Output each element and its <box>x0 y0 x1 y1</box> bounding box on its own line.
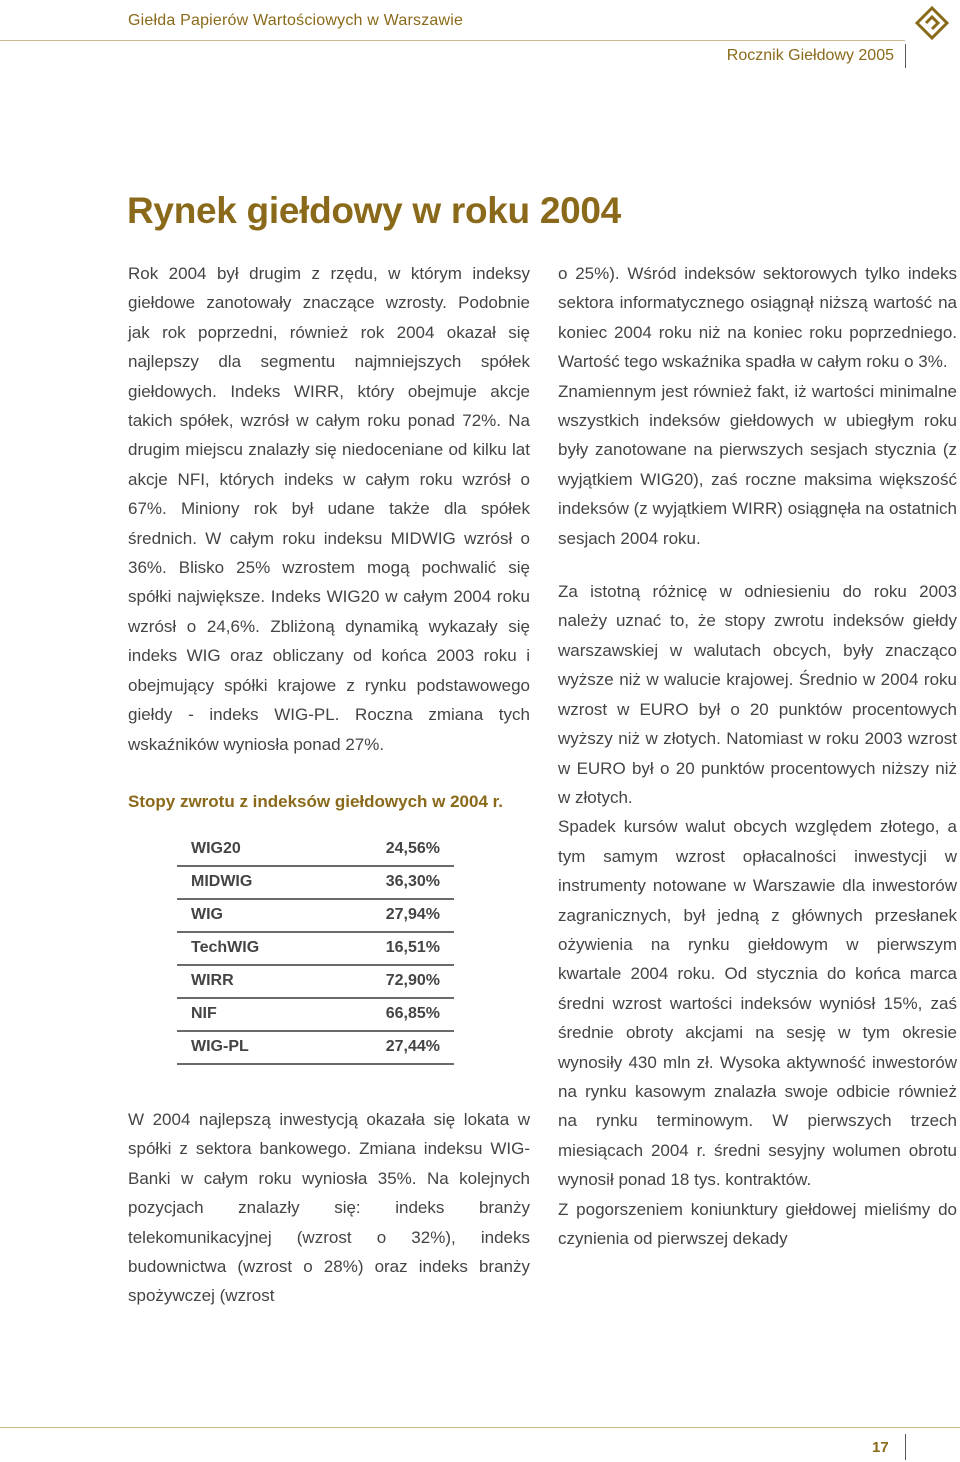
header-vertical-bar <box>905 44 906 68</box>
index-name: NIF <box>191 1004 217 1022</box>
right-paragraph-5: Z pogorszeniem koniunktury giełdowej mieliśmy do czynienia od pierwszej dekady <box>558 1199 957 1248</box>
left-column <box>128 259 530 1311</box>
index-return: 72,90% <box>385 971 440 989</box>
index-name: WIG <box>191 905 223 923</box>
table-row <box>177 1032 454 1065</box>
page-title: Rynek giełdowy w roku 2004 <box>127 190 621 231</box>
index-return: 66,85% <box>385 1004 440 1022</box>
right-column <box>558 259 957 1253</box>
right-paragraph-4: Spadek kursów walut obcych względem złotego, a tym samym wzrost opłacalności inwestycji w instrumenty notowane w Warszawie dla inwestorów zagranicznych, był jedną z głównych przesłanek ożywienia na rynku giełdowym w pierwszym kwartale 2004 roku. Od stycznia do końca marca średni wzrost wartości indeksów wyniósł 15%, zaś średnie obroty akcjami na sesję w tym okresie wynosiły 430 mln zł. Wysoka aktywność inwestorów na rynku kasowym znalazła swoje odbicie również na rynku terminowym. W pierwszych trzech miesiącach 2004 r. średni sesyjny wolumen obrotu wynosił ponad 18 tys. kontraktów. <box>558 817 957 1190</box>
table-row <box>177 933 454 966</box>
index-name: WIG-PL <box>191 1037 249 1055</box>
footer-divider <box>0 1427 960 1428</box>
index-name: WIG20 <box>191 839 241 857</box>
table-row <box>177 999 454 1032</box>
index-name: MIDWIG <box>191 872 253 890</box>
table-row <box>177 900 454 933</box>
left-paragraph-2: W 2004 najlepszą inwestycją okazała się lokata w spółki z sektora bankowego. Zmiana indeksu WIG-Banki w całym roku wyniosła 35%. Na kolejnych pozycjach znalazły się: indeks branży telekomunikacyjnej (wzrost o 32%), indeks budownictwa (wzrost o 28%) oraz indeks branży spożywczej (wzrost <box>128 1109 530 1306</box>
header-divider <box>0 40 905 41</box>
index-return: 27,44% <box>385 1037 440 1055</box>
index-returns-table <box>177 834 454 1065</box>
right-paragraph-1: o 25%). Wśród indeksów sektorowych tylko indeks sektora informatycznego osiągnął niższą wartość na koniec 2004 roku niż na koniec roku poprzedniego. Wartość tego wskaźnika spadła w całym roku o 3%. <box>558 264 957 372</box>
table-subheading: Stopy zwrotu z indeksów giełdowych w 2004 r. <box>128 791 504 811</box>
index-name: TechWIG <box>191 938 260 956</box>
header-organization: Giełda Papierów Wartościowych w Warszawie <box>128 12 464 29</box>
page-number: 17 <box>872 1439 889 1456</box>
table-row <box>177 867 454 900</box>
table-row <box>177 834 454 867</box>
gpw-logo-icon <box>914 6 950 40</box>
index-return: 24,56% <box>385 839 440 857</box>
header-publication: Rocznik Giełdowy 2005 <box>726 47 894 64</box>
right-paragraph-3: Za istotną różnicę w odniesieniu do roku 2003 należy uznać to, że stopy zwrotu indeksów giełdy warszawskiej w walutach obcych, były znacząco wyższe niż w walucie krajowej. Średnio w 2004 roku wzrost w EURO był o 20 punktów procentowych wyższy niż w złotych. Natomiast w roku 2003 wzrost w EURO był o 20 punktów procentowych niższy niż w złotych. <box>558 582 957 807</box>
right-paragraph-2: Znamiennym jest również fakt, iż wartości minimalne wszystkich indeksów giełdowych w ubiegłym roku były zanotowane na pierwszych sesjach stycznia (z wyjątkiem WIG20), zaś roczne maksima większość indeksów (z wyjątkiem WIRR) osiągnęła na ostatnich sesjach 2004 roku. <box>558 381 957 548</box>
left-paragraph-1: Rok 2004 był drugim z rzędu, w którym indeksy giełdowe zanotowały znaczące wzrosty. Podobnie jak rok poprzedni, również rok 2004 okazał się najlepszy dla segmentu najmniejszych spółek giełdowych. Indeks WIRR, który obejmuje akcje takich spółek, wzrósł w całym roku ponad 72%. Na drugim miejscu znalazły się niedoceniane od kilku lat akcje NFI, których indeks w całym roku wzrósł o 67%. Miniony rok był udane także dla spółek średnich. W całym roku indeksu MIDWIG wzrósł o 36%. Blisko 25% wzrostem mogą pochwalić się spółki największe. Indeks WIG20 w całym 2004 roku wzrósł o 24,6%. Zbliżoną dynamiką wykazały się indeks WIG oraz obliczany od końca 2003 roku i obejmujący spółki krajowe z rynku podstawowego giełdy - indeks WIG-PL. Roczna zmiana tych wskaźników wyniosła ponad 27%. <box>128 264 530 754</box>
table-row <box>177 966 454 999</box>
footer-vertical-bar <box>905 1434 906 1460</box>
index-name: WIRR <box>191 971 234 989</box>
index-return: 16,51% <box>385 938 440 956</box>
index-return: 27,94% <box>385 905 440 923</box>
index-return: 36,30% <box>385 872 440 890</box>
